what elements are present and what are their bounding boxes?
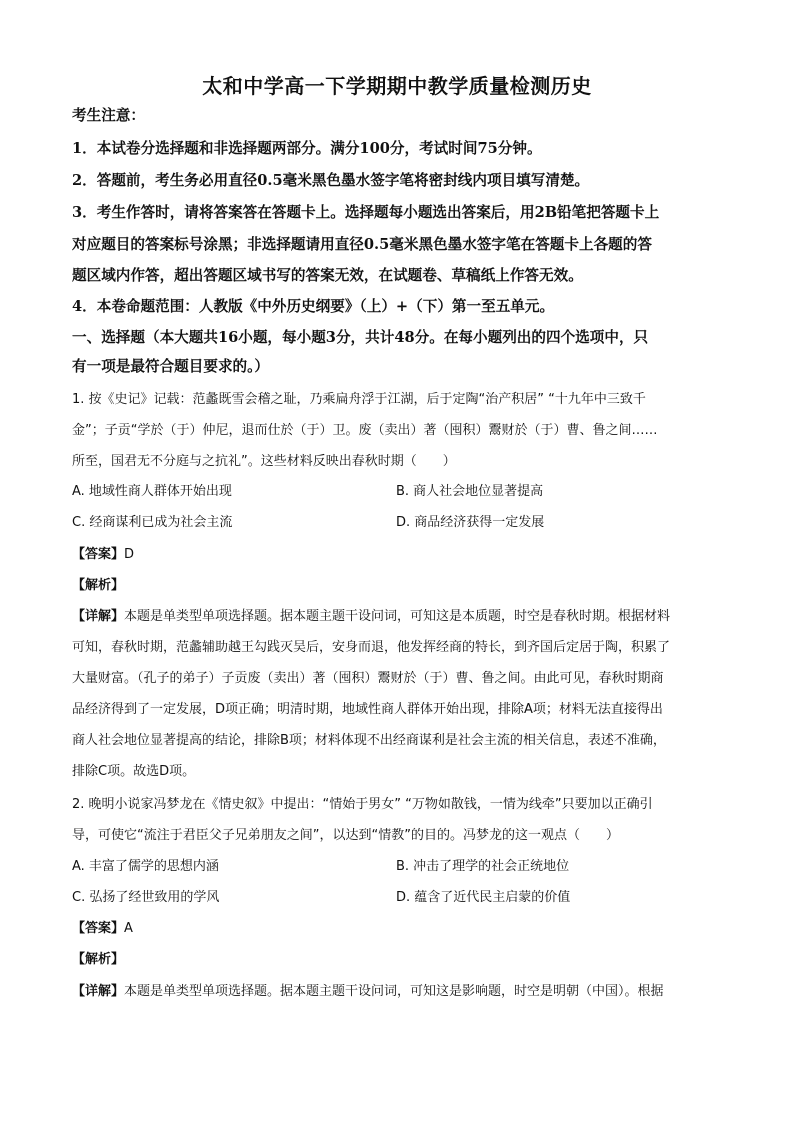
- q2-stem-2: 导，可使它“流注于君臣父子兄弟朋友之间”，以达到“情教”的目的。冯梦龙的这一观点（ ）: [72, 828, 619, 843]
- q2-detail-text-1: 本题是单类型单项选择题。据本题主题干设问词，可知这是影响题，时空是明朝（中国）。根据: [124, 984, 664, 999]
- q1-option-b: B. 商人社会地位显著提高: [396, 484, 544, 499]
- q1-detail-4: 品经济得到了一定发展，D项正确；明清时期，地域性商人群体开始出现，排除A项；材料无法直接得出: [72, 702, 663, 717]
- q2-stem-1: 2. 晚明小说家冯梦龙在《情史叙》中提出：“情始于男女” “万物如散钱，一情为线牵”只要加以正确引: [72, 797, 653, 812]
- q1-detail-5: 商人社会地位显著提高的结论，排除B项；材料体现不出经商谋利是社会主流的相关信息，表述不准确，: [72, 733, 666, 748]
- q1-analysis-label-text: 【解析】: [72, 578, 125, 593]
- q2-option-b: B. 冲击了理学的社会正统地位: [396, 859, 570, 874]
- page-title: 太和中学高一下学期期中教学质量检测历史: [202, 74, 592, 98]
- q2-answer: [72, 919, 722, 939]
- notice-line-4: 对应题目的答案标号涂黑；非选择题请用直径0.5毫米黑色墨水签字笔在答题卡上各题的答: [72, 236, 652, 253]
- section-heading-2: 有一项是最符合题目要求的。）: [72, 358, 270, 375]
- notice-line-6: 4．本卷命题范围：人教版《中外历史纲要》（上）+（下）第一至五单元。: [72, 298, 555, 315]
- q1-option-d: D. 商品经济获得一定发展: [396, 515, 545, 530]
- notice-line-2: 2．答题前，考生务必用直径0.5毫米黑色墨水签字笔将密封线内项目填写清楚。: [72, 172, 590, 189]
- q2-option-a: A. 丰富了儒学的思想内涵: [72, 859, 219, 874]
- q1-stem-3: 所至，国君无不分庭与之抗礼”。这些材料反映出春秋时期（ ）: [72, 454, 456, 469]
- q1-option-c: C. 经商谋利已成为社会主流: [72, 515, 233, 530]
- q2-analysis-label-text: 【解析】: [72, 952, 125, 967]
- section-heading-1: 一、选择题（本大题共16小题，每小题3分，共计48分。在每小题列出的四个选项中，只: [72, 329, 649, 346]
- q1-detail-1: [72, 607, 722, 627]
- q1-detail-label: 【详解】: [72, 609, 125, 624]
- q2-option-d: D. 蕴含了近代民主启蒙的价值: [396, 890, 571, 905]
- q1-detail-2: 可知，春秋时期，范蠡辅助越王勾践灭吴后，安身而退，他发挥经商的特长，到齐国后定居于陶，积累了: [72, 640, 671, 655]
- q2-analysis-label: [72, 950, 722, 970]
- q1-answer: [72, 545, 722, 565]
- q2-option-c: C. 弘扬了经世致用的学风: [72, 890, 220, 905]
- q1-detail-text-1: 本题是单类型单项选择题。据本题主题干设问词，可知这是本质题，时空是春秋时期。根据材料: [124, 609, 671, 624]
- q1-stem-2: 金”；子贡“学於（于）仲尼，退而仕於（于）卫。废（卖出）著（囤积）鬻财於（于）曹、鲁之间……: [72, 423, 658, 438]
- notice-line-5: 题区域内作答，超出答题区域书写的答案无效，在试题卷、草稿纸上作答无效。: [72, 267, 583, 284]
- q2-answer-value: A: [124, 921, 133, 936]
- q1-option-a: A. 地域性商人群体开始出现: [72, 484, 232, 499]
- notice-heading: 考生注意：: [72, 107, 145, 124]
- q1-detail-3: 大量财富。（孔子的弟子）子贡废（卖出）著（囤积）鬻财於（于）曹、鲁之间。由此可见，春秋时期商: [72, 671, 664, 686]
- q2-answer-label: 【答案】: [72, 921, 125, 936]
- q1-answer-value: D: [124, 547, 135, 562]
- q1-detail-6: 排除C项。故选D项。: [72, 764, 196, 779]
- q2-detail-1: [72, 982, 722, 1002]
- q1-stem-1: 1. 按《史记》记载：范蠡既雪会稽之耻，乃乘扁舟浮于江湖，后于定陶“治产积居” “十九年中三致千: [72, 392, 646, 407]
- notice-line-3: 3．考生作答时，请将答案答在答题卡上。选择题每小题选出答案后，用2B铅笔把答题卡上: [72, 204, 660, 221]
- notice-line-1: 1．本试卷分选择题和非选择题两部分。满分100分，考试时间75分钟。: [72, 140, 542, 157]
- q2-detail-label: 【详解】: [72, 984, 125, 999]
- q1-analysis-label: [72, 576, 722, 596]
- q1-answer-label: 【答案】: [72, 547, 125, 562]
